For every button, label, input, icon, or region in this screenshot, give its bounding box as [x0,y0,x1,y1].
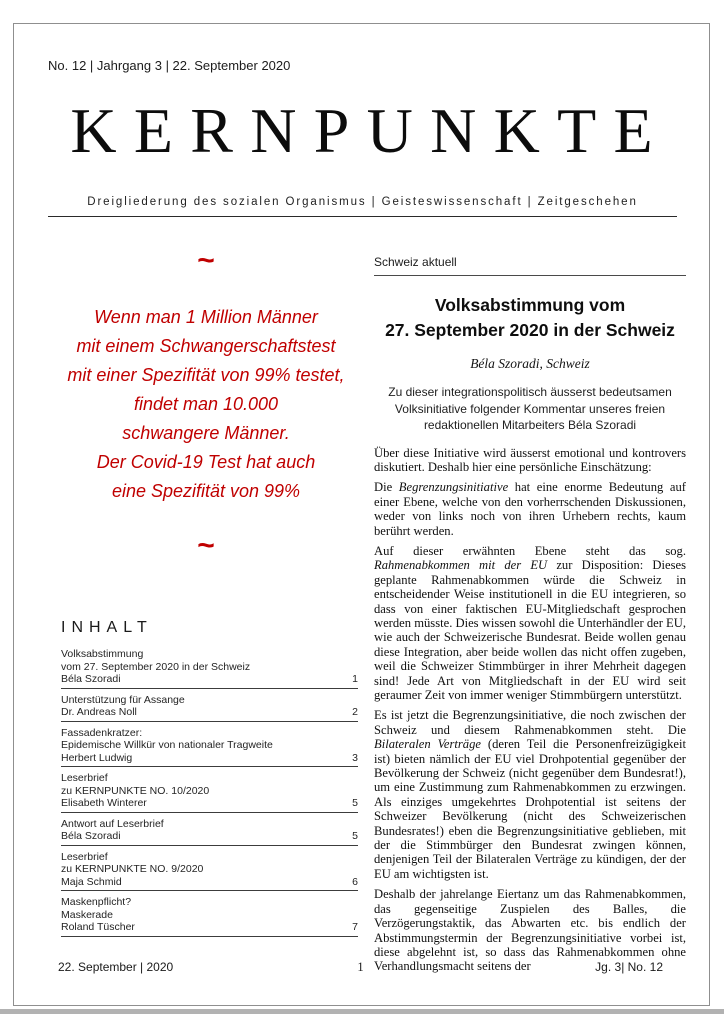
tilde-ornament-bottom: ~ [197,529,215,562]
pull-quote-line: eine Spezifität von 99% [111,481,301,501]
toc-entry [61,851,358,892]
paragraph-text: Auf dieser erwähnten Ebene steht das sog. [374,543,686,558]
article-paragraph [374,446,686,475]
footer-date: 22. September | 2020 [58,960,174,974]
toc-entry [61,727,358,768]
toc-entry-title-line: vom 27. September 2020 in der Schweiz [61,660,251,673]
toc-entry [61,772,358,813]
article-title [374,293,686,343]
toc-entry-title-line: Unterstützung für Assange [61,693,185,706]
masthead-title: KERNPUNKTE [70,95,670,166]
toc-entry-author-row [61,921,358,934]
article-lede: Zu dieser integrationspolitisch äusserst bedeutsamen Volksinitiative folgender Kommentar unseres freien redaktionellen Mitarbeiters Béla Szoradi [388,385,672,432]
pull-quote [48,303,364,506]
table-of-contents [61,619,358,937]
pull-quote-line: mit einem Schwangerschaftstest [76,336,336,356]
toc-entry-author: Maja Schmid [61,875,122,888]
pull-quote-line: Der Covid-19 Test hat auch [96,452,316,472]
toc-entry-page-number: 7 [352,921,358,933]
paragraph-text: zur Disposition: Dieses geplante Rahmenabkommen würde die Schweiz in entscheidender Weise institutionell in die EU integrieren, so dass von einer faktischen EU-Mitgliedschaft gesprochen werden müsste. Dies wissen sowohl die Unterhändler der EU, wie auch der Schweizerische Bundesrat. Beide wollen genau diese Integration, aber beide wollen das nicht offen zugeben, weil die Schweizer Stimmbürger in ihrer Mehrheit dagegen sind! Jede Art von Mitgliedschaft in der EU wird seit geraumer Zeit von immer weniger Stimmbürgern unterstützt. [374,558,686,702]
toc-entry-title-line: zu KERNPUNKTE NO. 10/2020 [61,784,210,797]
toc-entry-author: Béla Szoradi [61,830,121,842]
footer-issue: Jg. 3| No. 12 [595,960,663,974]
article-title-line-2: 27. September 2020 in der Schweiz [385,320,675,340]
toc-entry-author: Roland Tüscher [61,921,135,933]
toc-entry-title-line: Antwort auf Leserbrief [61,817,164,830]
article-byline: Béla Szoradi, Schweiz [470,356,590,371]
article-paragraph [374,480,686,538]
toc-entry-author-row [61,752,358,765]
footer-page-number: 1 [357,960,364,974]
toc-entry-author: Herbert Ludwig [61,751,133,764]
paragraph-text: Deshalb der jahrelange Eiertanz um das Rahmenabkommen, das gegenseitige Zuspielen des Balles, die Verzögerungstaktik, das Abwarten etc. bis endlich der Abstimmungstermin der Begrenzungsinitiative vorbei ist, diese abgelehnt ist, so dass das Rahmenabkommen ohne Verhandlungsmacht seitens der [374,887,686,974]
page-edge-shadow [0,1009,724,1014]
toc-entry-title-line: zu KERNPUNKTE NO. 9/2020 [61,863,204,875]
toc-entry-author: Dr. Andreas Noll [61,706,137,718]
toc-entry-title-line: Volksabstimmung [61,648,144,660]
toc-entry-title-line: Epidemische Willkür von nationaler Tragweite [61,739,273,751]
toc-entry-author-row [61,706,358,719]
left-column [48,246,364,942]
toc-entry-author-row [61,830,358,843]
article-paragraphs [374,446,686,974]
toc-entry-author: Elisabeth Winterer [61,797,147,809]
toc-entry [61,694,358,722]
tilde-ornament-top: ~ [197,244,215,277]
paragraph-text: Die [374,480,399,495]
toc-entry-title-line: Leserbrief [61,850,108,863]
toc-entry [61,648,358,689]
pull-quote-line: schwangere Männer. [122,423,290,443]
pull-quote-line: findet man 10.000 [133,394,279,414]
article-paragraph [374,544,686,702]
issue-line: No. 12 | Jahrgang 3 | 22. September 2020 [48,58,291,73]
toc-entry-author: Béla Szoradi [61,673,121,685]
article-column [374,255,686,980]
pull-quote-line: mit einer Spezifität von 99% testet, [67,365,345,385]
paragraph-text: (deren Teil die Personenfreizügigkeit ist) bieten nämlich der EU viel Drohpotential gegenüber der Bevölkerung der Schweiz (nicht gegenüber dem Bundesrat!), um eine Zustimmung zum Rahmenabkommen zu erzwingen. Als einziges umgekehrtes Drohpotential ist seitens der Schweizer Bevölkerung (nicht des Schweizerischen Bundesrates!) eben die Begrenzungsinitiative geblieben, mit der die Stimmbürger den Bundesrat zwingen können, denjenigen Teil der Bilateralen Verträge zu kündigen, der der EU am wichtigsten ist. [374,737,686,881]
toc-entry-title-line: Leserbrief [61,772,108,784]
paragraph-text: Über diese Initiative wird äusserst emotional und kontrovers diskutiert. Deshalb hier eine persönliche Einschätzung: [374,445,686,474]
pull-quote-line: Wenn man 1 Million Männer [94,307,318,327]
masthead-subtitle: Dreigliederung des sozialen Organismus | Geisteswissenschaft | Zeitgeschehen [48,196,677,217]
toc-entry-page-number: 5 [352,830,358,842]
toc-entry-title-line: Maskenpflicht? [61,896,132,908]
toc-entry-page-number: 3 [352,751,358,764]
toc-entry-page-number: 1 [352,673,358,685]
newsletter-page [13,23,710,1006]
article-title-line-1: Volksabstimmung vom [434,295,626,315]
toc-entry-author-row [61,797,358,810]
toc-entry-page-number: 6 [352,875,358,888]
toc-entry [61,896,358,937]
toc-entry-title-line: Fassadenkratzer: [61,726,143,739]
section-kicker: Schweiz aktuell [374,255,686,276]
paragraph-text: hat eine enorme Bedeutung auf einer Ebene, welche von den vorherrschenden Diskussionen, weder von links noch von ihren Urhebern rechts, kaum berührt werden. [374,480,686,538]
toc-entry [61,818,358,846]
italic-term: Bilateralen Verträge [374,737,481,752]
toc-entry-author-row [61,876,358,889]
toc-entry-title-line: Maskerade [61,908,113,921]
toc-entry-page-number: 5 [352,797,358,809]
toc-entry-author-row [61,673,358,686]
toc-heading: INHALT [61,619,153,636]
paragraph-text: Es ist jetzt die Begrenzungsinitiative, die noch zwischen der Schweiz und diesem Rahmenabkommen steht. Die [374,708,686,737]
toc-entries [61,648,358,937]
italic-term: Begrenzungsinitiative [398,480,509,495]
italic-term: Rahmenabkommen mit der EU [374,558,548,573]
toc-entry-page-number: 2 [352,706,358,718]
article-paragraph [374,708,686,881]
